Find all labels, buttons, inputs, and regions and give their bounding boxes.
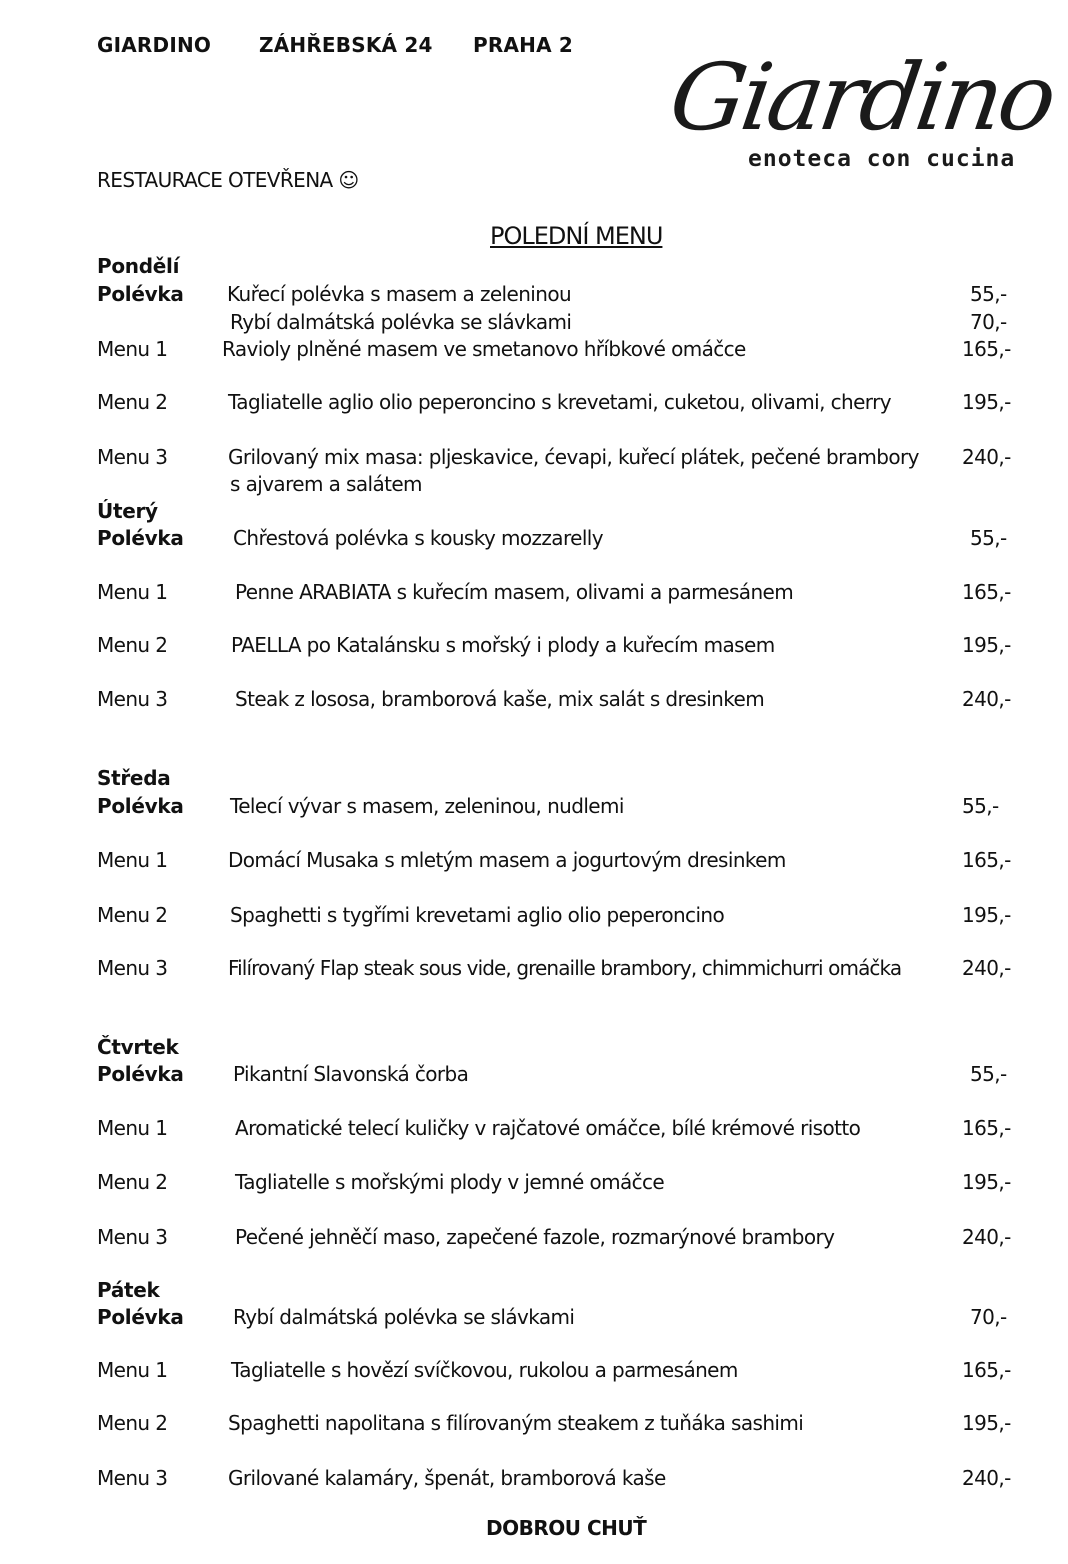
item-label: Menu 3 xyxy=(97,687,168,711)
dish-name: Aromatické telecí kuličky v rajčatové omáčce, bílé krémové risotto xyxy=(235,1116,861,1140)
item-label: Menu 1 xyxy=(97,848,168,872)
dish-price: 55,- xyxy=(970,526,1007,550)
day-heading: Čtvrtek xyxy=(97,1035,179,1059)
dish-price: 55,- xyxy=(970,282,1007,306)
city: PRAHA 2 xyxy=(473,33,574,57)
dish-name: Telecí vývar s masem, zeleninou, nudlemi xyxy=(230,794,624,818)
dish-price: 240,- xyxy=(962,445,1011,469)
item-label: Menu 2 xyxy=(97,633,168,657)
dish-price: 165,- xyxy=(962,1116,1011,1140)
restaurant-name: GIARDINO xyxy=(97,33,212,57)
item-label: Polévka xyxy=(97,1305,184,1329)
dish-name: Spaghetti napolitana s filírovaným steakem z tuňáka sashimi xyxy=(228,1411,804,1435)
restaurant-address-header xyxy=(97,33,579,57)
item-label: Menu 2 xyxy=(97,390,168,414)
dish-name: Steak z lososa, bramborová kaše, mix salát s dresinkem xyxy=(235,687,765,711)
dish-name: Tagliatelle s mořskými plody v jemné omáčce xyxy=(235,1170,665,1194)
dish-price: 165,- xyxy=(962,848,1011,872)
dish-name: Rybí dalmátská polévka se slávkami xyxy=(230,310,572,334)
dish-price: 195,- xyxy=(962,1170,1011,1194)
page-title: POLEDNÍ MENU xyxy=(490,222,663,250)
item-label: Menu 1 xyxy=(97,1116,168,1140)
item-label: Polévka xyxy=(97,1062,184,1086)
day-heading: Úterý xyxy=(97,499,158,523)
dish-price: 165,- xyxy=(962,580,1011,604)
dish-price: 70,- xyxy=(970,1305,1007,1329)
dish-price: 195,- xyxy=(962,390,1011,414)
day-heading: Pondělí xyxy=(97,254,180,278)
logo-script-text: Giardino xyxy=(663,44,1060,151)
item-label: Menu 2 xyxy=(97,1411,168,1435)
dish-name: Spaghetti s tygřími krevetami aglio olio peperoncino xyxy=(230,903,725,927)
street-address: ZÁHŘEBSKÁ 24 xyxy=(259,33,433,57)
dish-name: Filírovaný Flap steak sous vide, grenaille brambory, chimmichurri omáčka xyxy=(228,956,902,980)
item-label: Menu 1 xyxy=(97,580,168,604)
dish-name: PAELLA po Katalánsku s mořský i plody a kuřecím masem xyxy=(231,633,775,657)
dish-name: Rybí dalmátská polévka se slávkami xyxy=(233,1305,575,1329)
dish-name: Tagliatelle aglio olio peperoncino s krevetami, cuketou, olivami, cherry xyxy=(228,390,891,414)
item-label: Menu 3 xyxy=(97,1225,168,1249)
item-label: Polévka xyxy=(97,282,184,306)
open-status-text: RESTAURACE OTEVŘENA ☺ xyxy=(97,168,359,192)
dish-price: 240,- xyxy=(962,687,1011,711)
item-label: Menu 3 xyxy=(97,445,168,469)
dish-price: 165,- xyxy=(962,337,1011,361)
dish-price: 70,- xyxy=(970,310,1007,334)
dish-name: Ravioly plněné masem ve smetanovo hříbkové omáčce xyxy=(222,337,746,361)
dish-name: Pečené jehněčí maso, zapečené fazole, rozmarýnové brambory xyxy=(235,1225,835,1249)
closing-greeting: DOBROU CHUŤ xyxy=(486,1516,647,1540)
item-label: Menu 1 xyxy=(97,1358,168,1382)
day-heading: Středa xyxy=(97,766,171,790)
dish-price: 240,- xyxy=(962,1466,1011,1490)
dish-name: Kuřecí polévka s masem a zeleninou xyxy=(227,282,572,306)
dish-price: 240,- xyxy=(962,956,1011,980)
item-label: Polévka xyxy=(97,794,184,818)
dish-name-continued: s ajvarem a salátem xyxy=(230,472,422,496)
dish-name: Penne ARABIATA s kuřecím masem, olivami a parmesánem xyxy=(235,580,794,604)
giardino-logo xyxy=(663,44,1060,183)
item-label: Menu 3 xyxy=(97,1466,168,1490)
item-label: Menu 2 xyxy=(97,1170,168,1194)
dish-name: Pikantní Slavonská čorba xyxy=(233,1062,469,1086)
dish-price: 55,- xyxy=(962,794,999,818)
dish-price: 195,- xyxy=(962,1411,1011,1435)
item-label: Menu 2 xyxy=(97,903,168,927)
dish-name: Chřestová polévka s kousky mozzarelly xyxy=(233,526,603,550)
item-label: Polévka xyxy=(97,526,184,550)
item-label: Menu 3 xyxy=(97,956,168,980)
logo-subtitle: enoteca con cucina xyxy=(748,146,1016,172)
dish-price: 165,- xyxy=(962,1358,1011,1382)
item-label: Menu 1 xyxy=(97,337,168,361)
dish-name: Domácí Musaka s mletým masem a jogurtovým dresinkem xyxy=(228,848,786,872)
dish-name: Grilovaný mix masa: pljeskavice, ćevapi, kuřecí plátek, pečené brambory xyxy=(228,445,919,469)
dish-price: 195,- xyxy=(962,633,1011,657)
dish-name: Tagliatelle s hovězí svíčkovou, rukolou a parmesánem xyxy=(231,1358,738,1382)
day-heading: Pátek xyxy=(97,1278,160,1302)
dish-price: 240,- xyxy=(962,1225,1011,1249)
dish-price: 195,- xyxy=(962,903,1011,927)
dish-price: 55,- xyxy=(970,1062,1007,1086)
dish-name: Grilované kalamáry, špenát, bramborová kaše xyxy=(228,1466,666,1490)
